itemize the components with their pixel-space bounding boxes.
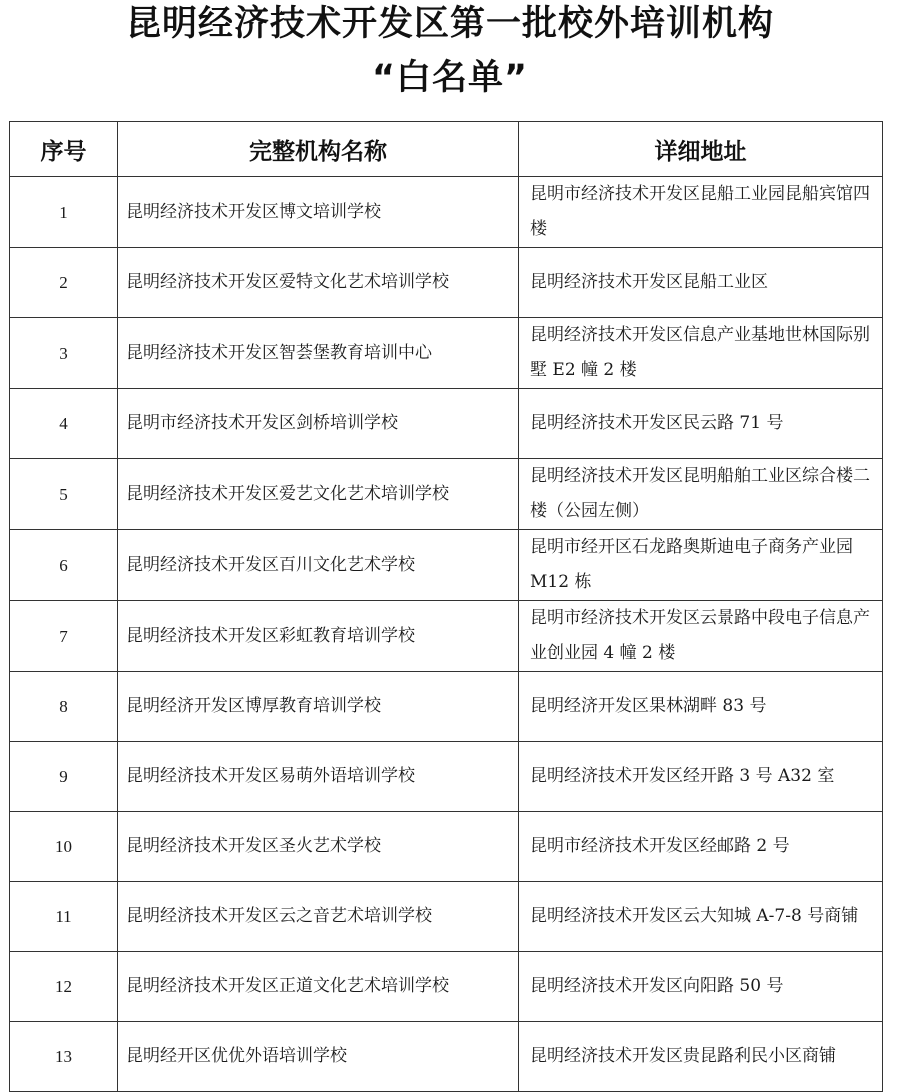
institution-name: 昆明经开区优优外语培训学校 bbox=[118, 1022, 519, 1092]
institution-address: 昆明市经开区石龙路奥斯迪电子商务产业园 M12 栋 bbox=[519, 530, 883, 601]
institution-name: 昆明经济技术开发区云之音艺术培训学校 bbox=[118, 882, 519, 952]
institution-name: 昆明经济技术开发区彩虹教育培训学校 bbox=[118, 601, 519, 672]
institution-name: 昆明市经济技术开发区剑桥培训学校 bbox=[118, 389, 519, 459]
row-index: 7 bbox=[10, 601, 118, 672]
table-row bbox=[10, 248, 883, 318]
row-index: 10 bbox=[10, 812, 118, 882]
row-index: 6 bbox=[10, 530, 118, 601]
page-subtitle: “白名单” bbox=[371, 58, 528, 98]
institution-address: 昆明经济技术开发区向阳路 50 号 bbox=[519, 952, 883, 1022]
table-row bbox=[10, 742, 883, 812]
institution-address: 昆明市经济技术开发区经邮路 2 号 bbox=[519, 812, 883, 882]
institution-address: 昆明经济技术开发区昆船工业区 bbox=[519, 248, 883, 318]
institution-name: 昆明经济技术开发区正道文化艺术培训学校 bbox=[118, 952, 519, 1022]
institution-name: 昆明经济技术开发区智荟堡教育培训中心 bbox=[118, 318, 519, 389]
row-index: 1 bbox=[10, 177, 118, 248]
table-row bbox=[10, 530, 883, 601]
institution-name: 昆明经济技术开发区百川文化艺术学校 bbox=[118, 530, 519, 601]
row-index: 4 bbox=[10, 389, 118, 459]
header-index: 序号 bbox=[10, 122, 118, 177]
institution-name: 昆明经济技术开发区爱特文化艺术培训学校 bbox=[118, 248, 519, 318]
row-index: 9 bbox=[10, 742, 118, 812]
page-title: 昆明经济技术开发区第一批校外培训机构 bbox=[125, 4, 774, 44]
institution-name: 昆明经济技术开发区易萌外语培训学校 bbox=[118, 742, 519, 812]
row-index: 5 bbox=[10, 459, 118, 530]
table-row bbox=[10, 952, 883, 1022]
table-header-row bbox=[10, 122, 883, 177]
table-row bbox=[10, 1022, 883, 1092]
institution-address: 昆明市经济技术开发区云景路中段电子信息产业创业园 4 幢 2 楼 bbox=[519, 601, 883, 672]
table-row bbox=[10, 177, 883, 248]
header-name: 完整机构名称 bbox=[118, 122, 519, 177]
table-row bbox=[10, 318, 883, 389]
institution-address: 昆明经济技术开发区民云路 71 号 bbox=[519, 389, 883, 459]
row-index: 12 bbox=[10, 952, 118, 1022]
institution-name: 昆明经济技术开发区圣火艺术学校 bbox=[118, 812, 519, 882]
row-index: 8 bbox=[10, 672, 118, 742]
header-address: 详细地址 bbox=[519, 122, 883, 177]
institution-address: 昆明经济技术开发区昆明船舶工业区综合楼二楼（公园左侧） bbox=[519, 459, 883, 530]
institution-name: 昆明经济技术开发区博文培训学校 bbox=[118, 177, 519, 248]
institution-address: 昆明经济技术开发区云大知城 A-7-8 号商铺 bbox=[519, 882, 883, 952]
row-index: 13 bbox=[10, 1022, 118, 1092]
institution-address: 昆明市经济技术开发区昆船工业园昆船宾馆四楼 bbox=[519, 177, 883, 248]
table-row bbox=[10, 812, 883, 882]
row-index: 2 bbox=[10, 248, 118, 318]
institution-name: 昆明经济开发区博厚教育培训学校 bbox=[118, 672, 519, 742]
table-row bbox=[10, 389, 883, 459]
table-row bbox=[10, 882, 883, 952]
row-index: 3 bbox=[10, 318, 118, 389]
institution-name: 昆明经济技术开发区爱艺文化艺术培训学校 bbox=[118, 459, 519, 530]
table-row bbox=[10, 672, 883, 742]
institution-address: 昆明经济技术开发区经开路 3 号 A32 室 bbox=[519, 742, 883, 812]
table-row bbox=[10, 459, 883, 530]
table-row bbox=[10, 601, 883, 672]
institution-address: 昆明经济开发区果林湖畔 83 号 bbox=[519, 672, 883, 742]
institution-address: 昆明经济技术开发区信息产业基地世林国际别墅 E2 幢 2 楼 bbox=[519, 318, 883, 389]
institution-address: 昆明经济技术开发区贵昆路利民小区商铺 bbox=[519, 1022, 883, 1092]
row-index: 11 bbox=[10, 882, 118, 952]
whitelist-table bbox=[9, 121, 883, 1092]
